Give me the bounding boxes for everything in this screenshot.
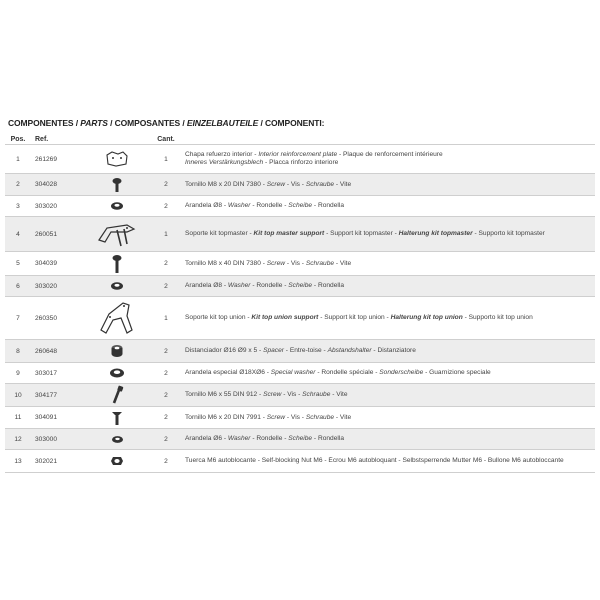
row-pos: 2 [16,181,20,188]
table-row [5,429,595,450]
row-qty: 2 [164,457,168,465]
row-pos: 3 [16,202,20,210]
header-pos: Pos. [10,136,26,143]
topunion-support-icon [83,300,151,336]
table-row [5,407,595,429]
table-row [5,297,595,340]
table-header [5,133,595,145]
row-pos: 5 [16,260,20,267]
title-text-en: PARTS [80,118,108,128]
row-qty: 2 [164,260,168,267]
row-description: Arandela Ø6 - Washer - Rondelle - Scheibe - Rondella [185,435,344,442]
row-ref: 303017 [35,369,58,377]
row-description: Arandela Ø8 - Washer - Rondelle - Scheibe - Rondella [185,282,344,289]
row-description: Arandela especial Ø18XØ6 - Special washer - Rondelle spéciale - Sonderscheibe - Guarnizione speciale [185,369,491,376]
header-qty: Cant. [157,136,175,143]
title-text-it: / COMPONENTI: [258,118,325,128]
row-description: Tornillo M6 x 55 DIN 912 - Screw - Vis - Schraube - Vite [185,391,348,398]
title-text-de: EINZELBAUTEILE [186,118,259,128]
table-row [5,196,595,217]
row-description: Tuerca M6 autoblocante - Self-blocking Nut M6 - Écrou M6 autobloquant - Selbstsperrende Mutter M6 - Bullone M6 autobloccante [185,457,564,464]
row-ref: 260051 [35,230,58,238]
row-ref: 260350 [35,314,58,322]
row-pos: 9 [16,369,20,377]
row-ref: 304028 [35,181,58,188]
components-title [8,118,324,128]
title-text-fr: / COMPOSANTES / [107,118,187,128]
table-row [5,363,595,384]
row-description: Tornillo M8 x 20 DIN 7380 - Screw - Vis - Schraube - Vite [185,180,352,188]
row-pos: 13 [14,457,22,465]
table-row [5,252,595,276]
row-pos: 8 [16,347,20,355]
title-text-es: COMPONENTES / [8,118,81,128]
special-washer-icon [83,367,151,379]
washer-icon [83,281,151,291]
row-pos: 1 [16,155,20,163]
row-description: Chapa refuerzo interior - Interior reinforcement plate - Plaque de renforcement intérieure Inneres Verstärkungsblech - Placca rinforzo interiore [185,151,443,166]
row-qty: 2 [164,181,168,188]
row-pos: 6 [16,282,20,290]
row-qty: 2 [164,202,168,210]
row-qty: 2 [164,282,168,290]
row-pos: 4 [16,230,20,238]
row-description: Distanciador Ø16 Ø9 x 5 - Spacer - Entre-toise - Abstandshalter - Distanziatore [185,347,416,354]
row-qty: 2 [164,347,168,355]
row-ref: 302021 [35,457,58,465]
table-row [5,340,595,363]
spacer-icon [83,344,151,358]
screw-icon [83,254,151,274]
table-row [5,450,595,473]
row-qty: 2 [164,435,168,443]
row-ref: 303000 [35,435,58,443]
row-ref: 304177 [35,391,58,399]
row-description: Tornillo M6 x 20 DIN 7991 - Screw - Vis - Schraube - Vite [185,413,352,421]
nut-icon [83,455,151,467]
topmaster-support-icon [83,220,151,248]
row-pos: 12 [14,435,22,443]
row-pos: 7 [16,314,20,322]
row-description: Tornillo M8 x 40 DIN 7380 - Screw - Vis - Schraube - Vite [185,259,352,267]
table-row [5,276,595,297]
row-description: Soporte kit top union - Kit top union support - Support kit top union - Halterung kit top union - Supporto kit top union [185,314,533,321]
washer-icon [83,201,151,211]
screw-icon [83,177,151,193]
row-description: Soporte kit topmaster - Kit top master support - Support kit topmaster - Halterung kit topmaster - Supporto kit topmaster [185,230,545,237]
parts-table [5,133,595,473]
long-screw-icon [83,385,151,405]
row-qty: 2 [164,369,168,377]
row-ref: 304091 [35,414,58,421]
table-row [5,174,595,196]
plate-icon [83,150,151,168]
row-qty: 1 [164,314,168,322]
washer-icon [83,435,151,444]
screw-icon [83,410,151,426]
row-ref: 261269 [35,155,58,163]
row-description: Arandela Ø8 - Washer - Rondelle - Scheibe - Rondella [185,202,344,209]
row-qty: 1 [164,155,168,163]
table-row [5,384,595,407]
row-qty: 1 [164,230,168,238]
table-row [5,145,595,174]
header-ref: Ref. [35,136,49,143]
row-ref: 303020 [35,282,58,290]
row-ref: 303020 [35,202,58,210]
row-qty: 2 [164,391,168,399]
table-row [5,217,595,252]
row-ref: 260648 [35,347,58,355]
row-ref: 304039 [35,260,58,267]
row-qty: 2 [164,414,168,421]
row-pos: 10 [14,391,22,399]
row-pos: 11 [14,414,22,421]
